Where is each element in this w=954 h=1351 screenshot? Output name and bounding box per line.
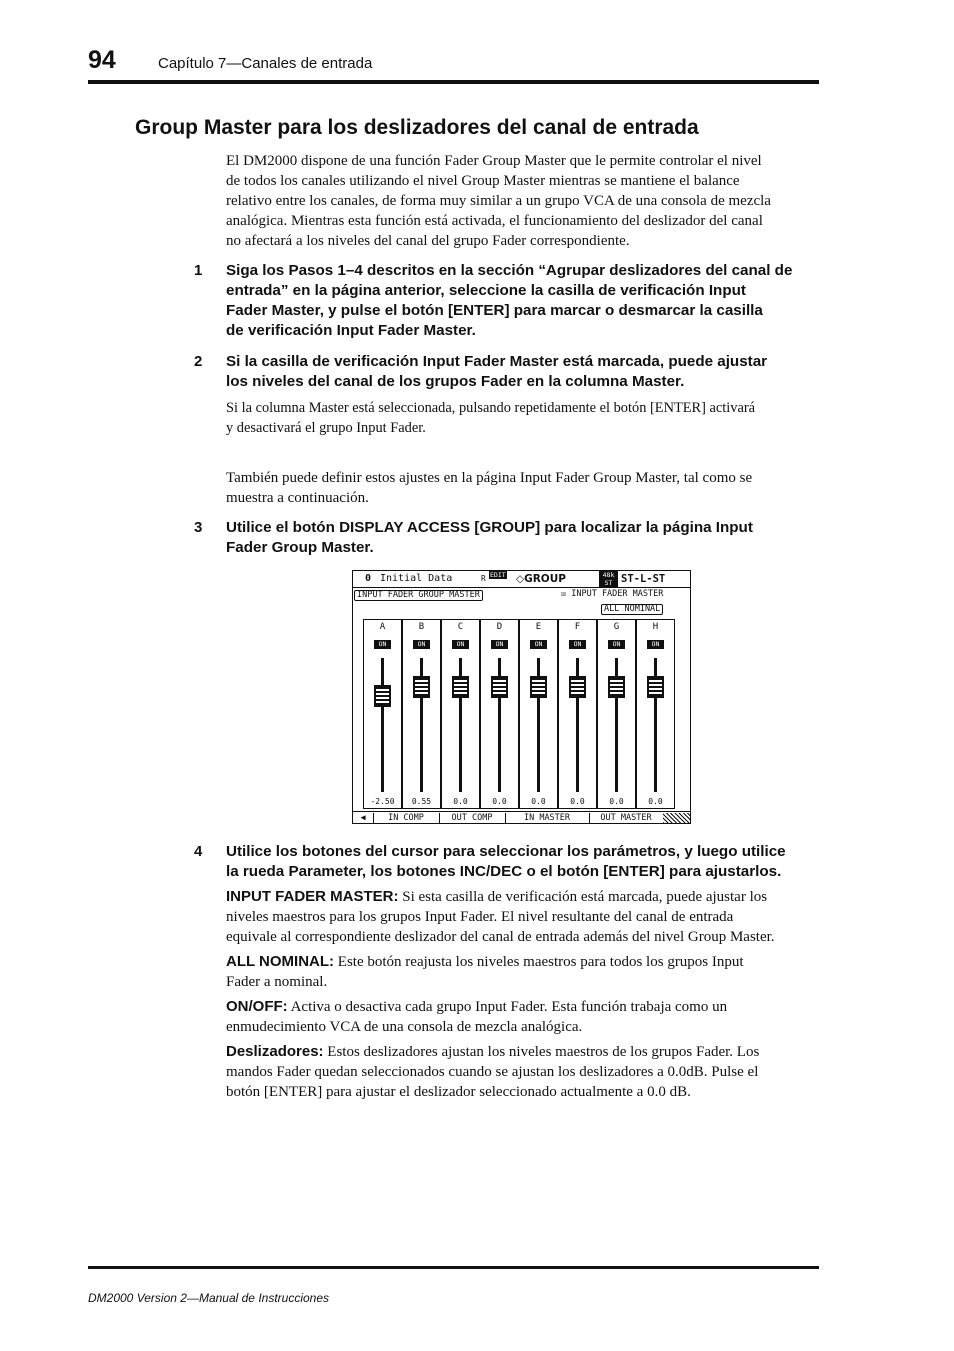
fader-value: 0.0 xyxy=(609,797,624,806)
fader-value: 0.0 xyxy=(531,797,546,806)
channel-label: F xyxy=(574,622,581,632)
param-term: INPUT FADER MASTER: xyxy=(226,888,399,905)
fader-knob[interactable] xyxy=(569,676,586,698)
param-on-off xyxy=(226,997,819,1037)
on-off-button[interactable]: ON xyxy=(608,640,625,649)
step-text xyxy=(226,352,822,392)
text-line: no afectará a los niveles del canal del grupo Fader correspondiente. xyxy=(226,233,630,249)
sample-rate-badge xyxy=(599,571,618,587)
text-line: enmudecimiento VCA de una consola de mezcla analógica. xyxy=(226,1019,583,1035)
param-term: Deslizadores: xyxy=(226,1043,324,1060)
tab-filler xyxy=(663,813,690,823)
text-line: Fader a nominal. xyxy=(226,974,328,990)
text-line: Activa o desactiva cada grupo Input Fader. Esta función trabaja como un xyxy=(287,999,728,1015)
text-line: El DM2000 dispone de una función Fader Group Master que le permite controlar el nivel xyxy=(226,153,762,169)
channel-label: G xyxy=(613,622,620,632)
edit-flag: EDIT xyxy=(490,571,506,579)
chapter-title: Capítulo 7—Canales de entrada xyxy=(158,55,373,72)
text-line: botón [ENTER] para ajustar el deslizador seleccionado actualmente a 0.0 dB. xyxy=(226,1084,691,1100)
tab-prev-icon[interactable]: ◀ xyxy=(353,813,374,823)
step-text xyxy=(226,518,822,558)
step-number: 1 xyxy=(194,262,203,279)
on-off-button[interactable]: ON xyxy=(374,640,391,649)
r-flag: R xyxy=(481,574,486,583)
fader-knob[interactable] xyxy=(647,676,664,698)
fader-value: -2.50 xyxy=(370,797,395,806)
on-off-button[interactable]: ON xyxy=(530,640,547,649)
param-term: ON/OFF: xyxy=(226,998,288,1015)
fader-knob[interactable] xyxy=(413,676,430,698)
channel-strip xyxy=(402,619,441,809)
text-line: Si esta casilla de verificación está marcada, puede ajustar los xyxy=(398,889,768,905)
lcd-status-bar xyxy=(353,571,690,588)
on-off-button[interactable]: ON xyxy=(491,640,508,649)
fader-value: 0.0 xyxy=(492,797,507,806)
text-line: relativo entre los canales, de forma muy similar a un grupo VCA de una consola de mezcla xyxy=(226,193,771,209)
param-input-fader-master xyxy=(226,887,819,947)
text-line: Fader Master, y pulse el botón [ENTER] para marcar o desmarcar la casilla xyxy=(226,302,763,319)
text-line: la rueda Parameter, los botones INC/DEC o el botón [ENTER] para ajustarlos. xyxy=(226,863,782,880)
text-line: los niveles del canal de los grupos Fader en la columna Master. xyxy=(226,373,685,390)
channel-label: E xyxy=(535,622,542,632)
step-number: 4 xyxy=(194,843,203,860)
fader-value: 0.0 xyxy=(570,797,585,806)
step-text xyxy=(226,261,822,341)
footer-text: DM2000 Version 2—Manual de Instrucciones xyxy=(88,1291,330,1305)
param-all-nominal xyxy=(226,952,819,992)
tab-in-comp[interactable]: IN COMP xyxy=(373,813,440,823)
channel-strip xyxy=(363,619,402,809)
sample-rate: 48k xyxy=(602,571,615,579)
text-line: de todos los canales utilizando el nivel Group Master mientras se mantiene el balance xyxy=(226,173,740,189)
channel-strip xyxy=(519,619,558,809)
text-line: de verificación Input Fader Master. xyxy=(226,322,476,339)
text-line: Siga los Pasos 1–4 descritos en la sección “Agrupar deslizadores del canal de xyxy=(226,262,793,279)
text-line: Fader Group Master. xyxy=(226,539,374,556)
step-text xyxy=(226,842,822,882)
channel-strip xyxy=(558,619,597,809)
text-line: entrada” en la página anterior, seleccione la casilla de verificación Input xyxy=(226,282,746,299)
channel-strip xyxy=(441,619,480,809)
section-title: Group Master para los deslizadores del canal de entrada xyxy=(135,116,699,139)
text-line: muestra a continuación. xyxy=(226,490,369,506)
fader-track xyxy=(381,658,384,792)
on-off-button[interactable]: ON xyxy=(452,640,469,649)
step-number: 3 xyxy=(194,519,203,536)
step-number: 2 xyxy=(194,353,203,370)
channel-label: A xyxy=(379,622,386,632)
channel-label: B xyxy=(418,622,425,632)
param-term: ALL NOMINAL: xyxy=(226,953,335,970)
text-line: Este botón reajusta los niveles maestros para todos los grupos Input xyxy=(334,954,744,970)
on-off-button[interactable]: ON xyxy=(569,640,586,649)
fader-value: 0.55 xyxy=(411,797,432,806)
lcd-screen xyxy=(352,570,691,824)
page-tabs xyxy=(353,811,690,823)
fader-knob[interactable] xyxy=(530,676,547,698)
also-note xyxy=(226,468,819,508)
header-rule xyxy=(88,80,819,84)
channel-label: D xyxy=(496,622,503,632)
fader-knob[interactable] xyxy=(374,685,391,707)
scene-name: Initial Data xyxy=(380,573,453,584)
text-line: niveles maestros para los grupos Input Fader. El nivel resultante del canal de entrada xyxy=(226,909,734,925)
tab-out-master[interactable]: OUT MASTER xyxy=(589,813,664,823)
page-title-tab: INPUT FADER GROUP MASTER xyxy=(354,590,483,601)
step2-note xyxy=(226,398,819,438)
channel-strip xyxy=(636,619,675,809)
fader-knob[interactable] xyxy=(452,676,469,698)
text-line: equivale al correspondiente deslizador del canal de entrada además del nivel Group Master. xyxy=(226,929,775,945)
layer-name: ST-L-ST xyxy=(621,573,666,585)
input-fader-master-checkbox[interactable]: ☒ INPUT FADER MASTER xyxy=(561,589,664,599)
param-faders xyxy=(226,1042,819,1102)
tab-out-comp[interactable]: OUT COMP xyxy=(439,813,506,823)
fader-knob[interactable] xyxy=(608,676,625,698)
fader-value: 0.0 xyxy=(648,797,663,806)
fader-knob[interactable] xyxy=(491,676,508,698)
function-name: ◇GROUP xyxy=(516,573,566,585)
footer-rule xyxy=(88,1266,819,1269)
on-off-button[interactable]: ON xyxy=(647,640,664,649)
text-line: Utilice el botón DISPLAY ACCESS [GROUP] para localizar la página Input xyxy=(226,519,753,536)
channel-label: C xyxy=(457,622,464,632)
channel-strip xyxy=(480,619,519,809)
intro-paragraph xyxy=(226,151,819,251)
tab-in-master[interactable]: IN MASTER xyxy=(505,813,590,823)
text-line: y desactivará el grupo Input Fader. xyxy=(226,420,426,436)
stereo-flag: ST xyxy=(604,579,613,587)
page-number: 94 xyxy=(88,46,116,74)
all-nominal-button[interactable]: ALL NOMINAL xyxy=(601,604,663,615)
text-line: Si la casilla de verificación Input Fader Master está marcada, puede ajustar xyxy=(226,353,768,370)
on-off-button[interactable]: ON xyxy=(413,640,430,649)
channel-label: H xyxy=(652,622,659,632)
fader-value: 0.0 xyxy=(453,797,468,806)
text-line: mandos Fader quedan seleccionados cuando se ajustan los deslizadores a 0.0dB. Pulse el xyxy=(226,1064,759,1080)
text-line: También puede definir estos ajustes en la página Input Fader Group Master, tal como se xyxy=(226,470,753,486)
channel-strip xyxy=(597,619,636,809)
text-line: analógica. Mientras esta función está activada, el funcionamiento del deslizador del canal xyxy=(226,213,763,229)
scene-number: 0 xyxy=(365,573,372,584)
text-line: Utilice los botones del cursor para seleccionar los parámetros, y luego utilice xyxy=(226,843,786,860)
text-line: Estos deslizadores ajustan los niveles maestros de los grupos Fader. Los xyxy=(323,1044,760,1060)
text-line: Si la columna Master está seleccionada, pulsando repetidamente el botón [ENTER] activará xyxy=(226,400,756,416)
